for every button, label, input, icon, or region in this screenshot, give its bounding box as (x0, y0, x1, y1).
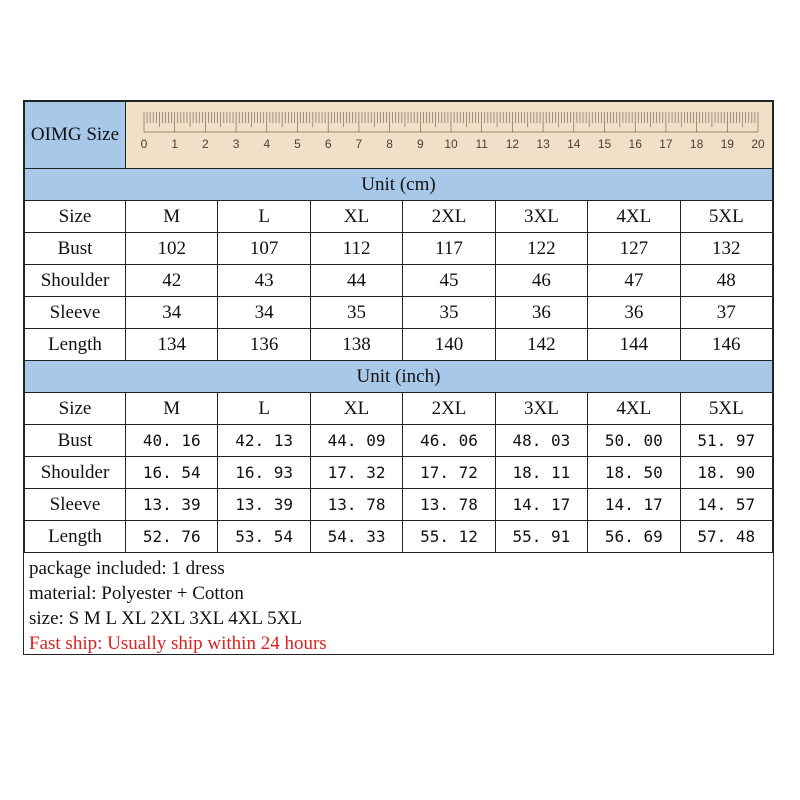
ruler-label: 5 (294, 137, 301, 151)
measure-value: 13. 78 (403, 489, 495, 521)
ruler-label: 9 (416, 137, 424, 151)
size-header-cell: M (126, 393, 218, 425)
measure-value: 127 (588, 233, 680, 265)
measure-value: 16. 54 (126, 457, 218, 489)
size-header-cell: 4XL (588, 201, 680, 233)
measure-label: Bust (25, 233, 126, 265)
measure-value: 140 (403, 329, 495, 361)
measure-label: Sleeve (25, 489, 126, 521)
measure-value: 142 (495, 329, 587, 361)
measure-value: 52. 76 (126, 521, 218, 553)
measure-value: 18. 50 (588, 457, 680, 489)
measure-value: 47 (588, 265, 680, 297)
cm-size-header-row (25, 201, 773, 233)
ruler-label: 0 (140, 137, 148, 151)
measure-value: 14. 57 (680, 489, 772, 521)
ruler-label: 20 (751, 137, 765, 151)
measure-value: 40. 16 (126, 425, 218, 457)
inch-size-header-row (25, 393, 773, 425)
inch-measure-row (25, 521, 773, 553)
measure-value: 13. 39 (218, 489, 310, 521)
measure-value: 17. 72 (403, 457, 495, 489)
measure-value: 48 (680, 265, 772, 297)
measure-value: 46. 06 (403, 425, 495, 457)
ruler-label: 19 (720, 137, 734, 151)
measure-value: 14. 17 (588, 489, 680, 521)
measure-value: 122 (495, 233, 587, 265)
header-row (25, 102, 773, 169)
ruler-label: 10 (444, 137, 458, 151)
ruler-label: 6 (324, 137, 332, 151)
measure-value: 44 (310, 265, 402, 297)
cm-measure-row (25, 265, 773, 297)
product-note-line: size: S M L XL 2XL 3XL 4XL 5XL (29, 608, 302, 629)
cm-unit-row (25, 169, 773, 201)
measure-value: 132 (680, 233, 772, 265)
size-header-cell: XL (310, 201, 402, 233)
measure-value: 34 (218, 297, 310, 329)
shipping-note: Fast ship: Usually ship within 24 hours (29, 633, 327, 654)
measure-value: 138 (310, 329, 402, 361)
product-note-line: package included: 1 dress (29, 558, 225, 579)
measure-label: Sleeve (25, 297, 126, 329)
ruler-label: 15 (597, 137, 612, 151)
ruler-label: 18 (689, 137, 704, 151)
measure-value: 13. 78 (310, 489, 402, 521)
size-header-cell: 2XL (403, 201, 495, 233)
measure-value: 35 (403, 297, 495, 329)
measure-value: 48. 03 (495, 425, 587, 457)
ruler-label: 1 (171, 137, 179, 151)
measure-value: 14. 17 (495, 489, 587, 521)
measure-value: 13. 39 (126, 489, 218, 521)
size-header-cell: 5XL (680, 393, 772, 425)
measure-value: 34 (126, 297, 218, 329)
size-header-cell: 2XL (403, 393, 495, 425)
measure-label: Length (25, 329, 126, 361)
ruler-graphic (140, 110, 786, 162)
size-header-cell: XL (310, 393, 402, 425)
ruler-image (126, 102, 773, 169)
cm-unit-title: Unit (cm) (25, 169, 773, 201)
ruler-label: 14 (567, 137, 581, 151)
measure-value: 53. 54 (218, 521, 310, 553)
size-table (24, 101, 773, 553)
measure-value: 17. 32 (310, 457, 402, 489)
ruler-label: 8 (386, 137, 393, 151)
size-header-cell: 3XL (495, 393, 587, 425)
ruler-label: 4 (263, 137, 271, 151)
size-header-cell: 5XL (680, 201, 772, 233)
ruler-label: 11 (475, 137, 488, 151)
ruler-label: 12 (505, 137, 520, 151)
size-header-cell: M (126, 201, 218, 233)
ruler-label: 16 (628, 137, 642, 151)
product-notes (24, 553, 773, 662)
measure-value: 44. 09 (310, 425, 402, 457)
measure-value: 117 (403, 233, 495, 265)
ruler-label: 13 (536, 137, 550, 151)
size-label: Size (25, 393, 126, 425)
measure-value: 144 (588, 329, 680, 361)
measure-value: 16. 93 (218, 457, 310, 489)
measure-value: 51. 97 (680, 425, 772, 457)
ruler-label: 3 (232, 137, 240, 151)
measure-value: 134 (126, 329, 218, 361)
measure-value: 46 (495, 265, 587, 297)
measure-value: 36 (495, 297, 587, 329)
measure-label: Length (25, 521, 126, 553)
product-note-line: material: Polyester + Cotton (29, 583, 244, 604)
measure-value: 54. 33 (310, 521, 402, 553)
size-header-cell: 3XL (495, 201, 587, 233)
brand-label: OIMG Size (25, 102, 126, 169)
ruler-label: 7 (355, 137, 363, 151)
measure-value: 36 (588, 297, 680, 329)
inch-measure-row (25, 457, 773, 489)
measure-value: 146 (680, 329, 772, 361)
measure-value: 18. 11 (495, 457, 587, 489)
measure-label: Shoulder (25, 265, 126, 297)
measure-value: 112 (310, 233, 402, 265)
measure-label: Bust (25, 425, 126, 457)
measure-label: Shoulder (25, 457, 126, 489)
measure-value: 37 (680, 297, 772, 329)
size-header-cell: 4XL (588, 393, 680, 425)
measure-value: 50. 00 (588, 425, 680, 457)
measure-value: 42. 13 (218, 425, 310, 457)
inch-measure-row (25, 489, 773, 521)
measure-value: 107 (218, 233, 310, 265)
measure-value: 35 (310, 297, 402, 329)
size-label: Size (25, 201, 126, 233)
measure-value: 45 (403, 265, 495, 297)
measure-value: 55. 91 (495, 521, 587, 553)
ruler-label: 17 (659, 137, 673, 151)
size-header-cell: L (218, 201, 310, 233)
measure-value: 136 (218, 329, 310, 361)
inch-unit-row (25, 361, 773, 393)
cm-measure-row (25, 233, 773, 265)
inch-unit-title: Unit (inch) (25, 361, 773, 393)
measure-value: 18. 90 (680, 457, 772, 489)
measure-value: 56. 69 (588, 521, 680, 553)
ruler-label: 2 (202, 137, 209, 151)
cm-measure-row (25, 329, 773, 361)
measure-value: 42 (126, 265, 218, 297)
measure-value: 43 (218, 265, 310, 297)
measure-value: 55. 12 (403, 521, 495, 553)
inch-measure-row (25, 425, 773, 457)
measure-value: 57. 48 (680, 521, 772, 553)
cm-measure-row (25, 297, 773, 329)
measure-value: 102 (126, 233, 218, 265)
size-chart (23, 100, 774, 655)
size-header-cell: L (218, 393, 310, 425)
